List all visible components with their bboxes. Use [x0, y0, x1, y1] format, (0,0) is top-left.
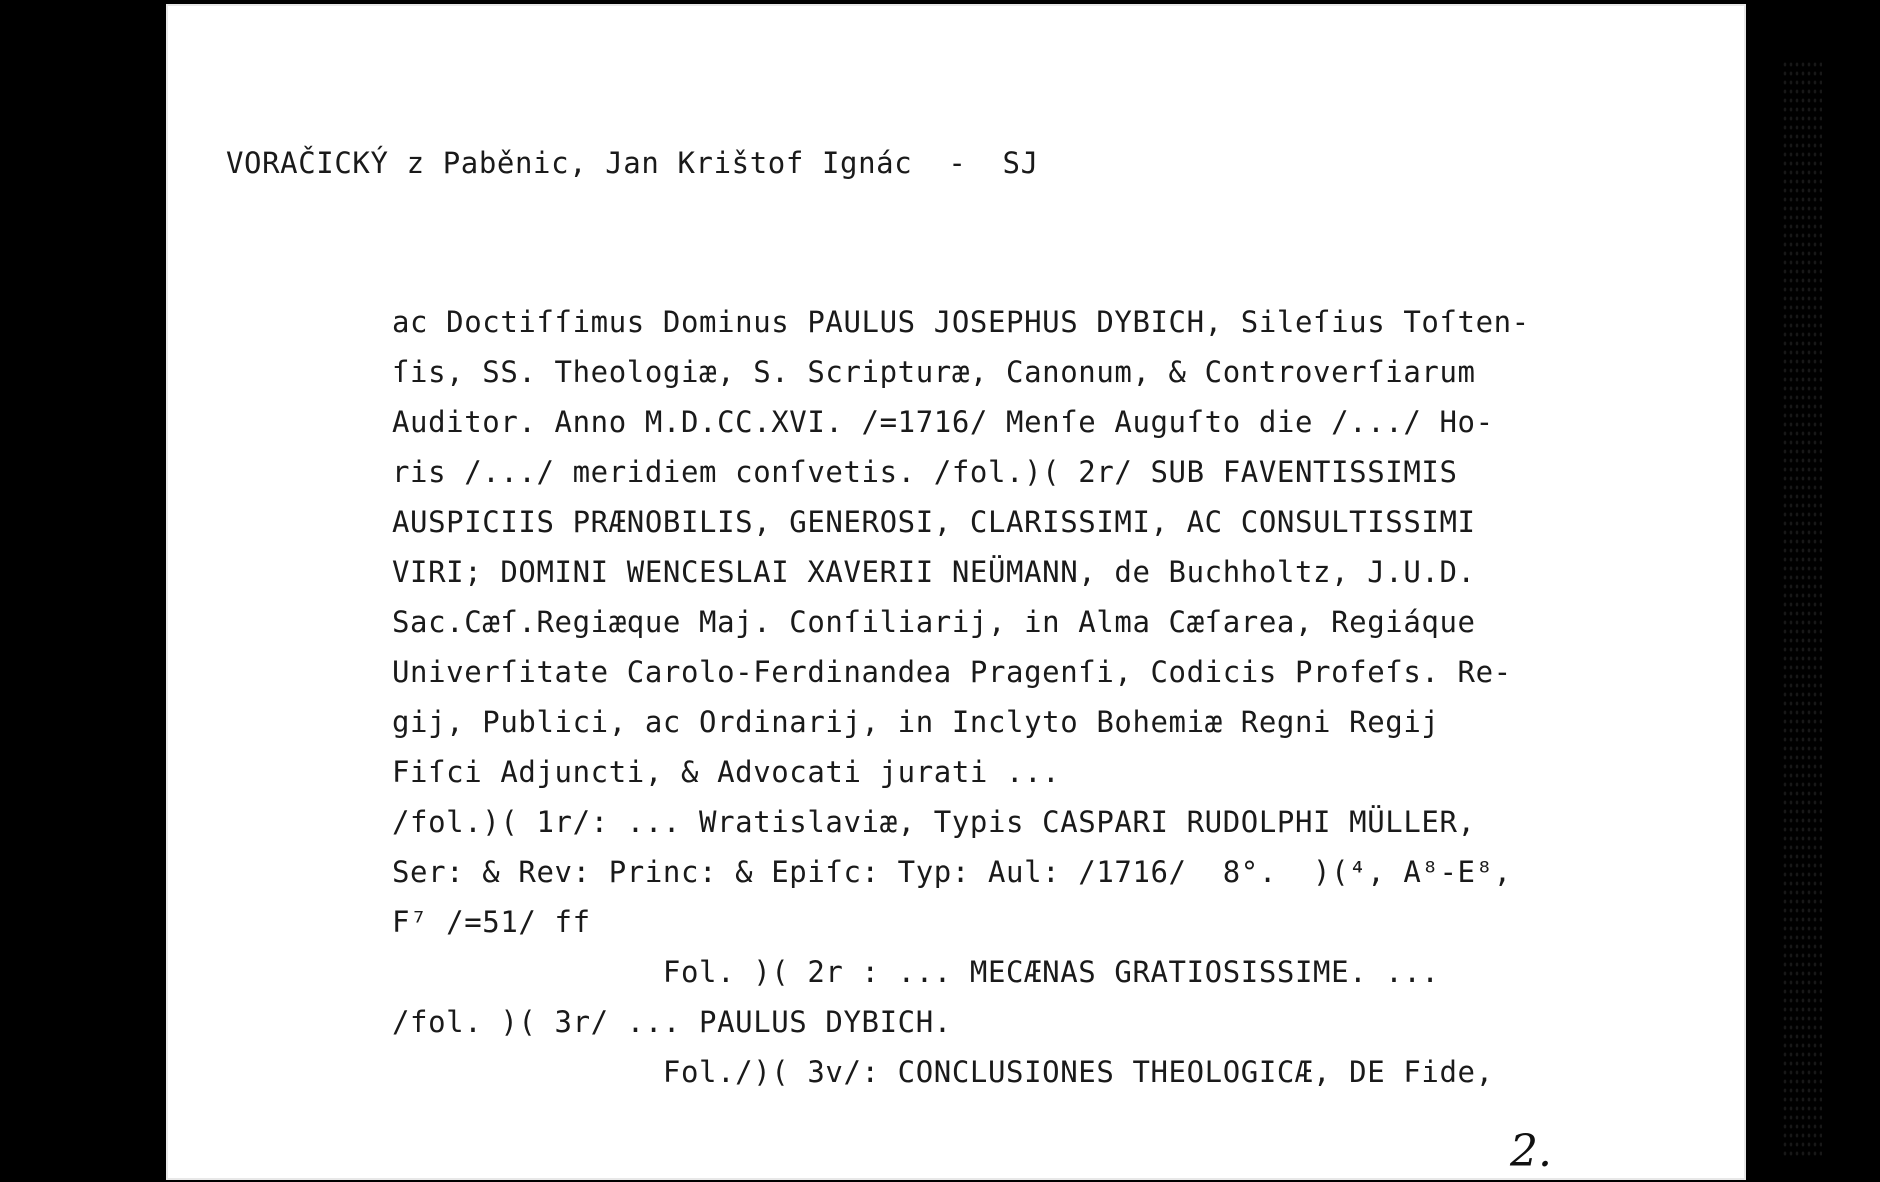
- card-line: Ser: & Rev: Princ: & Epiſc: Typ: Aul: /1716/ 8°. )(⁴, A⁸-E⁸,: [392, 855, 1512, 889]
- card-line: VIRI; DOMINI WENCESLAI XAVERII NEÜMANN, de Buchholtz, J.U.D.: [392, 555, 1476, 589]
- card-line: /fol. )( 3r/ ... PAULUS DYBICH.: [392, 1005, 952, 1039]
- card-line: ac Doctiſſimus Dominus PAULUS JOSEPHUS DYBICH, Sileſius Toſten-: [392, 305, 1530, 339]
- card-line: Fol. )( 2r : ... MECÆNAS GRATIOSISSIME. ...: [392, 955, 1440, 989]
- card-line: ris /.../ meridiem conſvetis. /fol.)( 2r/ SUB FAVENTISSIMIS: [392, 455, 1458, 489]
- card-line: Univerſitate Carolo-Ferdinandea Pragenſi, Codicis Profeſs. Re-: [392, 655, 1512, 689]
- catalog-card: [166, 4, 1746, 1180]
- card-line: gij, Publici, ac Ordinarij, in Inclyto Bohemiæ Regni Regij: [392, 705, 1440, 739]
- card-line: Fol./)( 3v/: CONCLUSIONES THEOLOGICÆ, DE Fide,: [392, 1055, 1494, 1089]
- card-line: Fiſci Adjuncti, & Advocati jurati ...: [392, 755, 1061, 789]
- card-line: Auditor. Anno M.D.CC.XVI. /=1716/ Menſe Auguſto die /.../ Ho-: [392, 405, 1494, 439]
- card-line: /fol.)( 1r/: ... Wratislaviæ, Typis CASPARI RUDOLPHI MÜLLER,: [392, 805, 1476, 839]
- card-line: ſis, SS. Theologiæ, S. Scripturæ, Canonum, & Controverſiarum: [392, 355, 1476, 389]
- card-line: AUSPICIIS PRÆNOBILIS, GENEROSI, CLARISSIMI, AC CONSULTISSIMI: [392, 505, 1476, 539]
- handwritten-page-number: 2.: [1510, 1126, 1552, 1177]
- scan-edge-noise: [1782, 60, 1822, 1160]
- card-heading: VORAČICKÝ z Paběnic, Jan Krištof Ignác - SJ: [226, 146, 1039, 180]
- card-line: F⁷ /=51/ ff: [392, 905, 591, 939]
- card-line: Sac.Cæſ.Regiæque Maj. Conſiliarij, in Alma Cæſarea, Regiáque: [392, 605, 1476, 639]
